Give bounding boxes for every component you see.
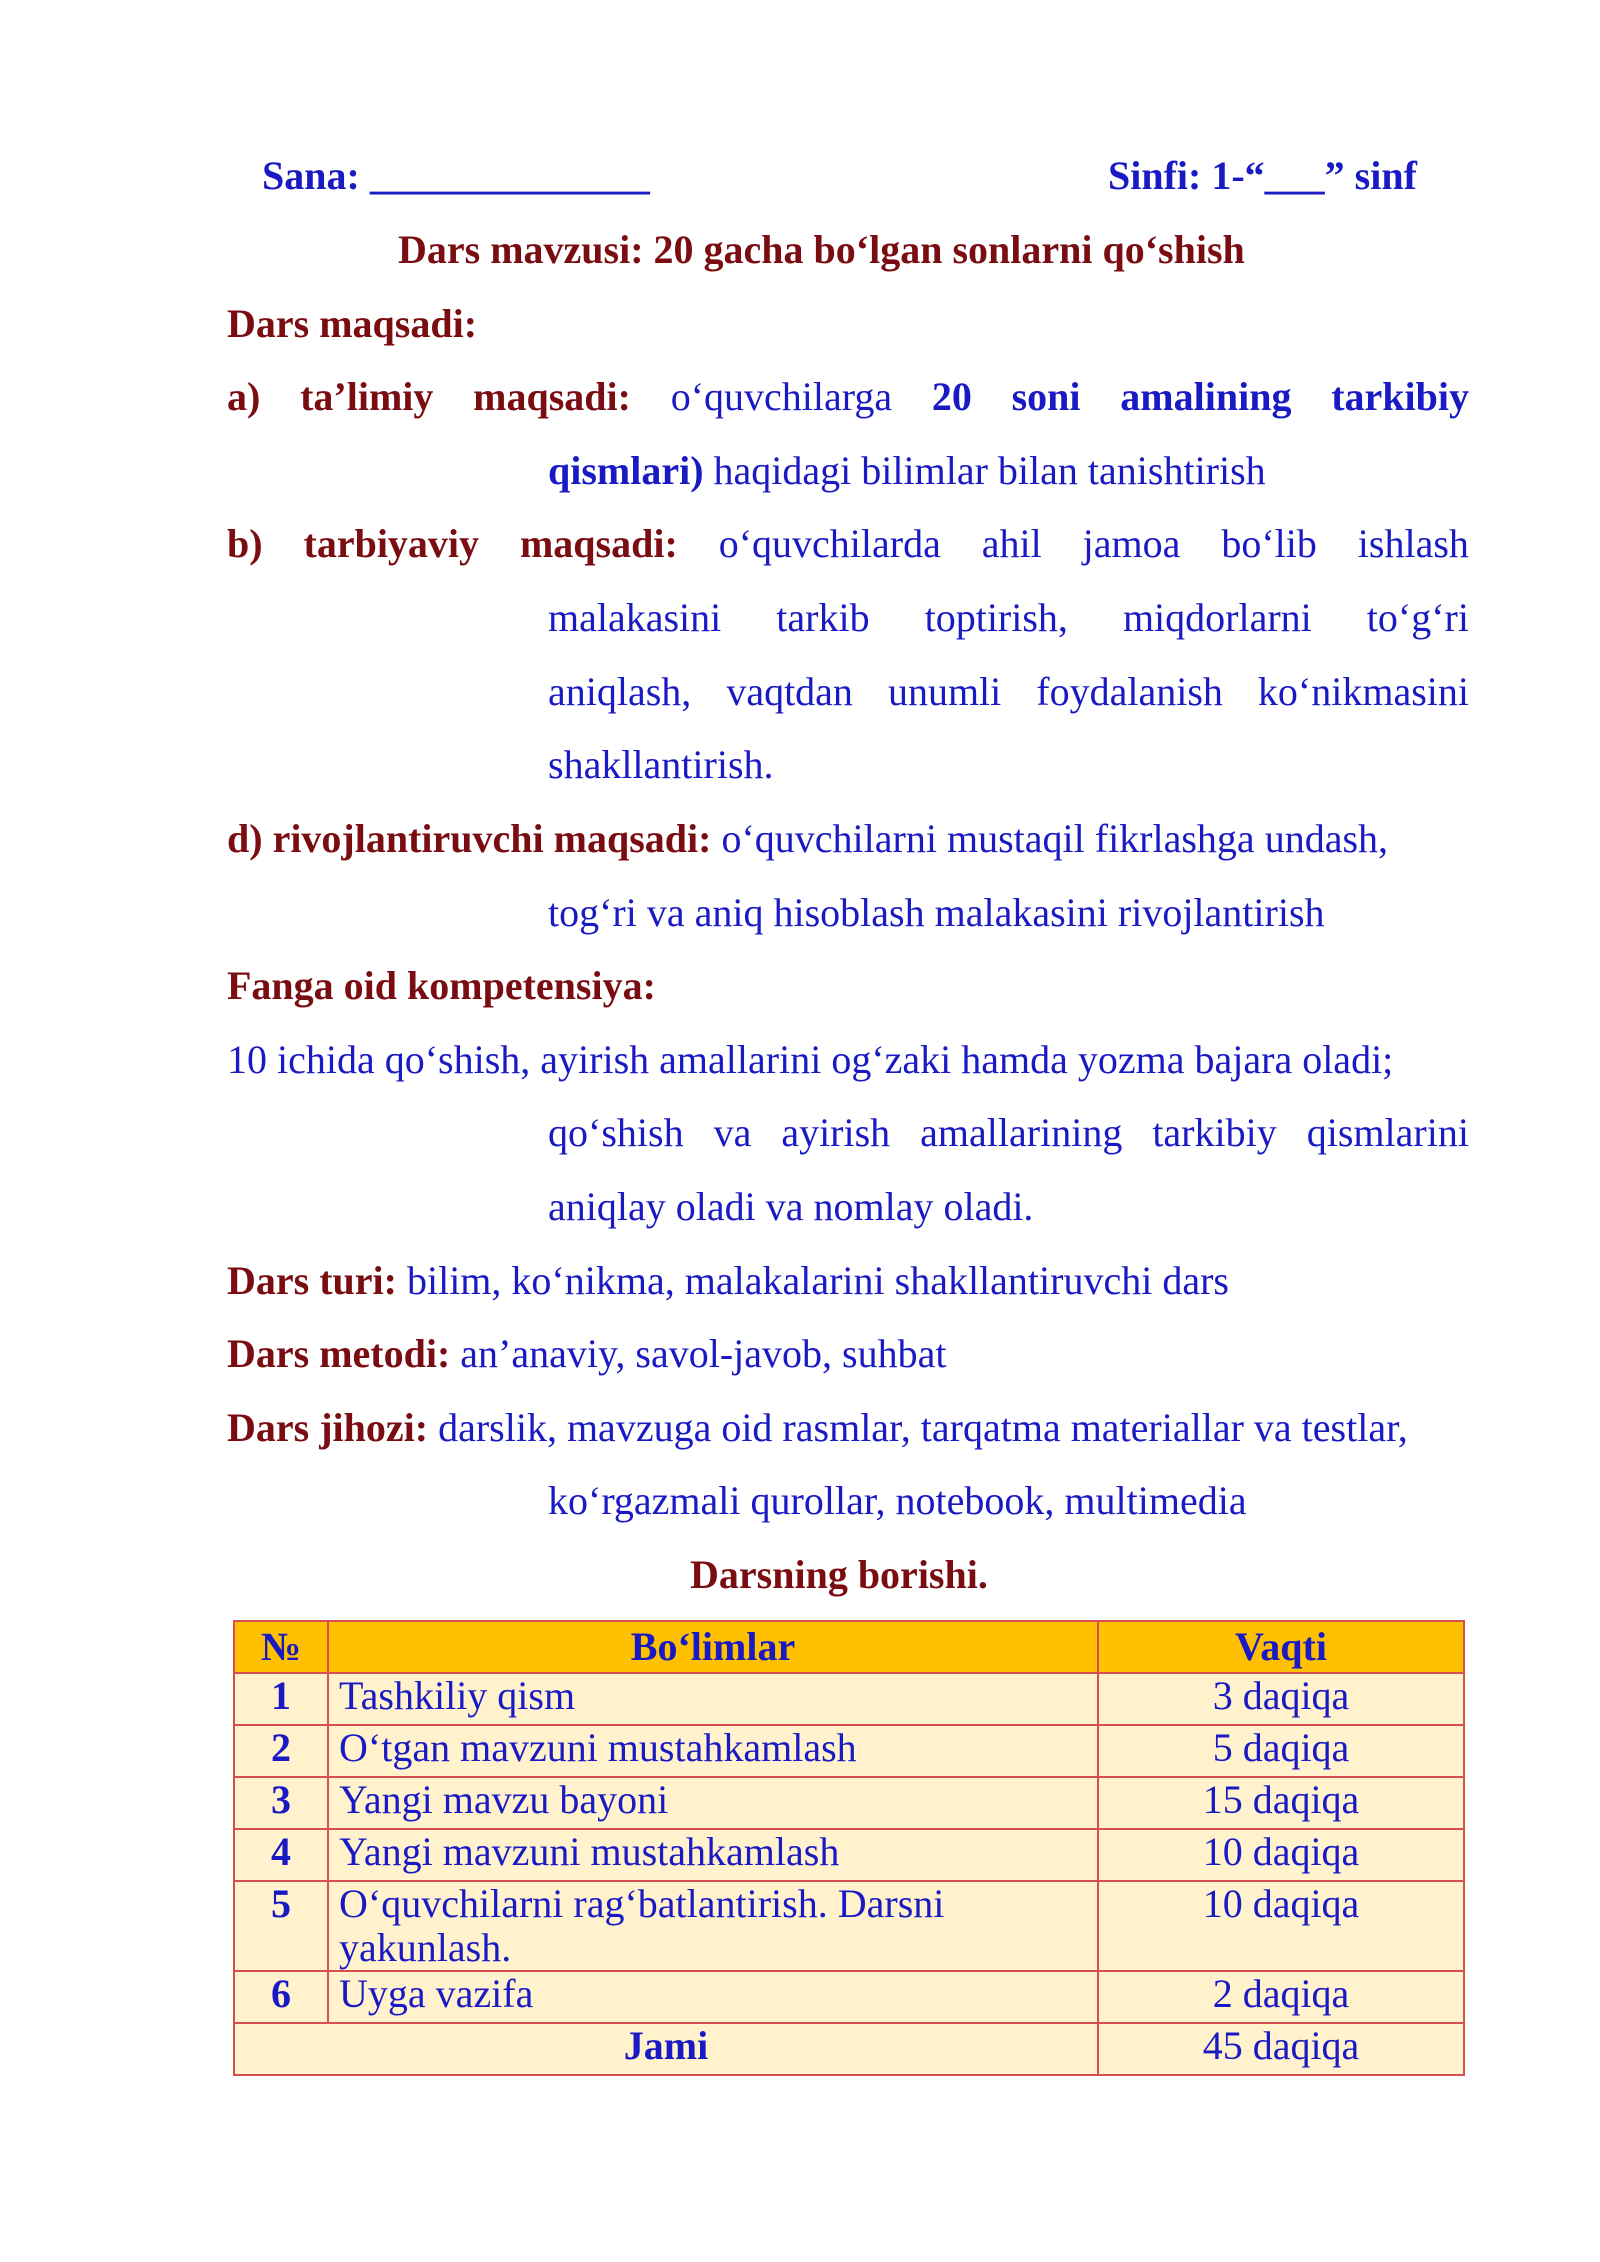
goal-b-word: jamoa (1082, 521, 1181, 566)
lesson-equipment-label: Dars jihozi: (227, 1405, 429, 1450)
row-number: 4 (234, 1829, 328, 1881)
row-section: Uyga vazifa (328, 1971, 1098, 2023)
column-header-time: Vaqti (1098, 1621, 1464, 1673)
goal-a-label-word: a) (227, 374, 261, 419)
column-header-number: № (234, 1621, 328, 1673)
row-section: Yangi mavzuni mustahkamlash (328, 1829, 1098, 1881)
goal-a-line2-text: haqidagi bilimlar bilan tanishtirish (703, 448, 1266, 493)
goal-b-word: bo‘lib (1221, 521, 1317, 566)
competence-word: qismlarini (1306, 1110, 1469, 1155)
row-time: 10 daqiqa (1098, 1829, 1464, 1881)
goal-b-word: ishlash (1357, 521, 1469, 566)
lesson-plan-table (233, 1620, 1465, 2076)
goal-d-text: o‘quvchilarni mustaqil fikrlashga undash, (711, 816, 1389, 861)
table-row (234, 1673, 1464, 1725)
class-label: Sinfi: 1-“___” sinf (1108, 153, 1417, 198)
goal-b-word: o‘quvchilarda (718, 521, 941, 566)
row-time: 15 daqiqa (1098, 1777, 1464, 1829)
goal-d-label: d) rivojlantiruvchi maqsadi: (227, 816, 712, 861)
row-section: O‘quvchilarni rag‘batlantirish. Darsni yakunlash. (328, 1881, 1098, 1971)
row-time: 5 daqiqa (1098, 1725, 1464, 1777)
lesson-method (227, 1330, 946, 1378)
goal-b-word: vaqtdan (726, 669, 853, 714)
goals-heading: Dars maqsadi: (227, 301, 478, 346)
goal-a-bold-word: amalining (1120, 374, 1292, 419)
date-label: Sana: ______________ (262, 153, 650, 198)
competence-word: qo‘shish (548, 1110, 684, 1155)
total-label: Jami (234, 2023, 1098, 2075)
lesson-topic: Dars mavzusi: 20 gacha bo‘lgan sonlarni qo‘shish (398, 227, 1245, 272)
goal-b-word: aniqlash, (548, 669, 692, 714)
lesson-equipment (227, 1404, 1408, 1452)
row-time: 10 daqiqa (1098, 1881, 1464, 1971)
goal-a-text-word: o‘quvchilarga (670, 374, 893, 419)
goal-a-bold-word: tarkibiy (1331, 374, 1469, 419)
goal-d-line1 (227, 815, 1388, 863)
row-number: 1 (234, 1673, 328, 1725)
table-row (234, 1971, 1464, 2023)
goal-b-word: to‘g‘ri (1366, 595, 1469, 640)
goal-b-word: toptirish, (924, 595, 1068, 640)
lesson-equipment-line2: ko‘rgazmali qurollar, notebook, multimedia (548, 1478, 1247, 1523)
row-number: 5 (234, 1881, 328, 1971)
competence-line2 (548, 1109, 1469, 1157)
table-row (234, 1829, 1464, 1881)
goal-b-word: miqdorlarni (1122, 595, 1312, 640)
goal-a-bold-word: 20 (931, 374, 972, 419)
row-section: Tashkiliy qism (328, 1673, 1098, 1725)
competence-line1: 10 ichida qo‘shish, ayirish amallarini og‘zaki hamda yozma bajara oladi; (227, 1037, 1394, 1082)
lesson-equipment-text: darslik, mavzuga oid rasmlar, tarqatma materiallar va testlar, (428, 1405, 1408, 1450)
goal-b-line1 (227, 520, 1469, 568)
goal-a-line2 (548, 447, 1266, 495)
competence-line3: aniqlay oladi va nomlay oladi. (548, 1184, 1034, 1229)
lesson-type-label: Dars turi: (227, 1258, 397, 1303)
competence-word: tarkibiy (1152, 1110, 1277, 1155)
goal-a-bold-word: soni (1011, 374, 1081, 419)
progress-heading: Darsning borishi. (690, 1552, 988, 1597)
goal-b-line2 (548, 594, 1469, 642)
row-time: 2 daqiqa (1098, 1971, 1464, 2023)
goal-b-label-word: tarbiyaviy (303, 521, 480, 566)
row-section: O‘tgan mavzuni mustahkamlash (328, 1725, 1098, 1777)
goal-a-line2-bold: qismlari) (548, 448, 704, 493)
competence-word: ayirish (781, 1110, 891, 1155)
table-row (234, 1777, 1464, 1829)
goal-b-label-word: maqsadi: (519, 521, 678, 566)
table-row (234, 1725, 1464, 1777)
row-number: 6 (234, 1971, 328, 2023)
row-section: Yangi mavzu bayoni (328, 1777, 1098, 1829)
goal-b-word: unumli (887, 669, 1002, 714)
lesson-method-label: Dars metodi: (227, 1331, 451, 1376)
competence-word: amallarining (920, 1110, 1123, 1155)
competence-heading: Fanga oid kompetensiya: (227, 963, 656, 1008)
competence-word: va (713, 1110, 752, 1155)
lesson-method-text: an’anaviy, savol-javob, suhbat (450, 1331, 947, 1376)
row-number: 2 (234, 1725, 328, 1777)
goal-d-line2: tog‘ri va aniq hisoblash malakasini rivojlantirish (548, 890, 1325, 935)
column-header-sections: Bo‘limlar (328, 1621, 1098, 1673)
goal-b-word: malakasini (548, 595, 722, 640)
goal-b-word: tarkib (776, 595, 870, 640)
goal-b-word: ko‘nikmasini (1257, 669, 1469, 714)
table-total-row (234, 2023, 1464, 2075)
row-number: 3 (234, 1777, 328, 1829)
total-time: 45 daqiqa (1098, 2023, 1464, 2075)
goal-b-line4: shakllantirish. (548, 742, 774, 787)
goal-b-label-word: b) (227, 521, 263, 566)
table-header-row (234, 1621, 1464, 1673)
table-row (234, 1881, 1464, 1971)
lesson-type-text: bilim, ko‘nikma, malakalarini shakllantiruvchi dars (396, 1258, 1229, 1303)
goal-b-word: ahil (981, 521, 1042, 566)
row-time: 3 daqiqa (1098, 1673, 1464, 1725)
lesson-type (227, 1257, 1229, 1305)
goal-a-label-word: ta’limiy (300, 374, 434, 419)
goal-b-word: foydalanish (1036, 669, 1223, 714)
goal-b-line3 (548, 668, 1469, 716)
goal-a-label-word: maqsadi: (473, 374, 631, 419)
goal-a-line1 (227, 373, 1469, 421)
